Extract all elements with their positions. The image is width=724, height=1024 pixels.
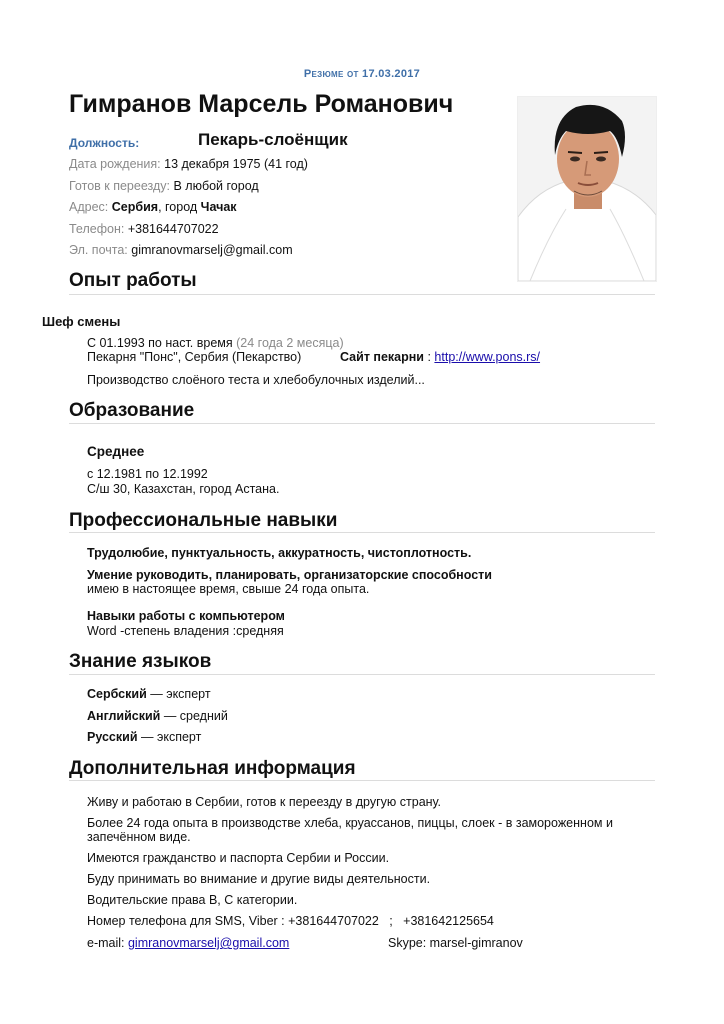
language-item xyxy=(87,709,228,723)
education-level: Среднее xyxy=(87,444,145,459)
job-site-row xyxy=(340,350,540,364)
email-value: gimranovmarselj@gmail.com xyxy=(131,243,293,257)
additional-title: Дополнительная информация xyxy=(69,758,356,779)
languages-divider xyxy=(69,674,655,675)
contact-email-label: e-mail: xyxy=(87,936,128,950)
address-row xyxy=(69,200,237,214)
education-title: Образование xyxy=(69,400,195,421)
email-row xyxy=(69,243,293,257)
site-separator: : xyxy=(424,350,435,364)
language-level: — средний xyxy=(160,709,228,723)
address-country: Сербия xyxy=(111,200,159,214)
candidate-name: Гимранов Марсель Романович xyxy=(69,90,454,118)
additional-p5: Водительские права B, C категории. xyxy=(87,893,298,907)
position-value: Пекарь-слоёнщик xyxy=(198,130,348,149)
additional-p3: Имеются гражданство и паспорта Сербии и России. xyxy=(87,851,390,865)
language-name: Сербский xyxy=(87,687,147,701)
language-name: Русский xyxy=(87,730,138,744)
candidate-photo xyxy=(517,96,657,282)
additional-divider xyxy=(69,780,655,781)
additional-p6: Номер телефона для SMS, Viber : +381644707022 ; +381642125654 xyxy=(87,914,494,928)
language-level: — эксперт xyxy=(137,730,202,744)
education-period: с 12.1981 по 12.1992 xyxy=(87,467,208,481)
birth-row xyxy=(69,157,308,171)
phone-value: +381644707022 xyxy=(127,222,219,236)
languages-title: Знание языков xyxy=(69,651,212,672)
phone-label: Телефон: xyxy=(69,222,125,236)
relocate-value: В любой город xyxy=(173,179,259,193)
skills-line3-text: Word -степень владения :средняя xyxy=(87,624,284,638)
job-period-row xyxy=(87,336,344,350)
experience-title: Опыт работы xyxy=(69,270,197,291)
education-school: С/ш 30, Казахстан, город Астана. xyxy=(87,482,280,496)
skills-line1: Трудолюбие, пунктуальность, аккуратность, чистоплотность. xyxy=(87,546,472,560)
additional-p4: Буду принимать во внимание и другие виды деятельности. xyxy=(87,872,431,886)
address-mid: , город xyxy=(158,200,198,214)
relocate-label: Готов к переезду: xyxy=(69,179,170,193)
contact-skype: Skype: marsel-gimranov xyxy=(388,936,523,950)
portrait-icon xyxy=(518,97,656,281)
additional-p2b: запечённом виде. xyxy=(87,830,191,844)
skills-line2-text: имею в настоящее время, свыше 24 года опыта. xyxy=(87,582,370,596)
job-duration: (24 года 2 месяца) xyxy=(236,336,344,350)
job-period: С 01.1993 по наст. время xyxy=(87,336,233,350)
additional-p1: Живу и работаю в Сербии, готов к переезду в другую страну. xyxy=(87,795,442,809)
education-divider xyxy=(69,423,655,424)
job-title: Шеф смены xyxy=(42,314,121,329)
relocate-row xyxy=(69,179,259,193)
job-company: Пекарня "Понс", Сербия (Пекарство) xyxy=(87,350,302,364)
email-label: Эл. почта: xyxy=(69,243,128,257)
job-description: Производство слоёного теста и хлебобулочных изделий... xyxy=(87,373,425,387)
contact-email-row xyxy=(87,936,289,950)
language-item xyxy=(87,730,201,744)
additional-p2a: Более 24 года опыта в производстве хлеба, круассанов, пиццы, слоек - в замороженном и xyxy=(87,816,613,830)
position-label: Должность: xyxy=(69,136,140,150)
skills-line2-title: Умение руководить, планировать, организаторские способности xyxy=(87,568,492,582)
language-level: — эксперт xyxy=(146,687,211,701)
language-name: Английский xyxy=(87,709,161,723)
skills-title: Профессиональные навыки xyxy=(69,510,338,531)
address-label: Адрес: xyxy=(69,200,109,214)
phone-row xyxy=(69,222,219,236)
skills-line3-title: Навыки работы с компьютером xyxy=(87,609,285,623)
site-link[interactable]: http://www.pons.rs/ xyxy=(434,350,541,364)
language-item xyxy=(87,687,211,701)
birth-value: 13 декабря 1975 (41 год) xyxy=(164,157,308,171)
skills-divider xyxy=(69,532,655,533)
birth-label: Дата рождения: xyxy=(69,157,161,171)
site-label: Сайт пекарни xyxy=(340,350,424,364)
experience-divider xyxy=(69,294,655,295)
address-city: Чачак xyxy=(200,200,237,214)
contact-email-link[interactable]: gimranovmarselj@gmail.com xyxy=(127,936,290,950)
resume-date: Резюме от 17.03.2017 xyxy=(303,68,421,80)
